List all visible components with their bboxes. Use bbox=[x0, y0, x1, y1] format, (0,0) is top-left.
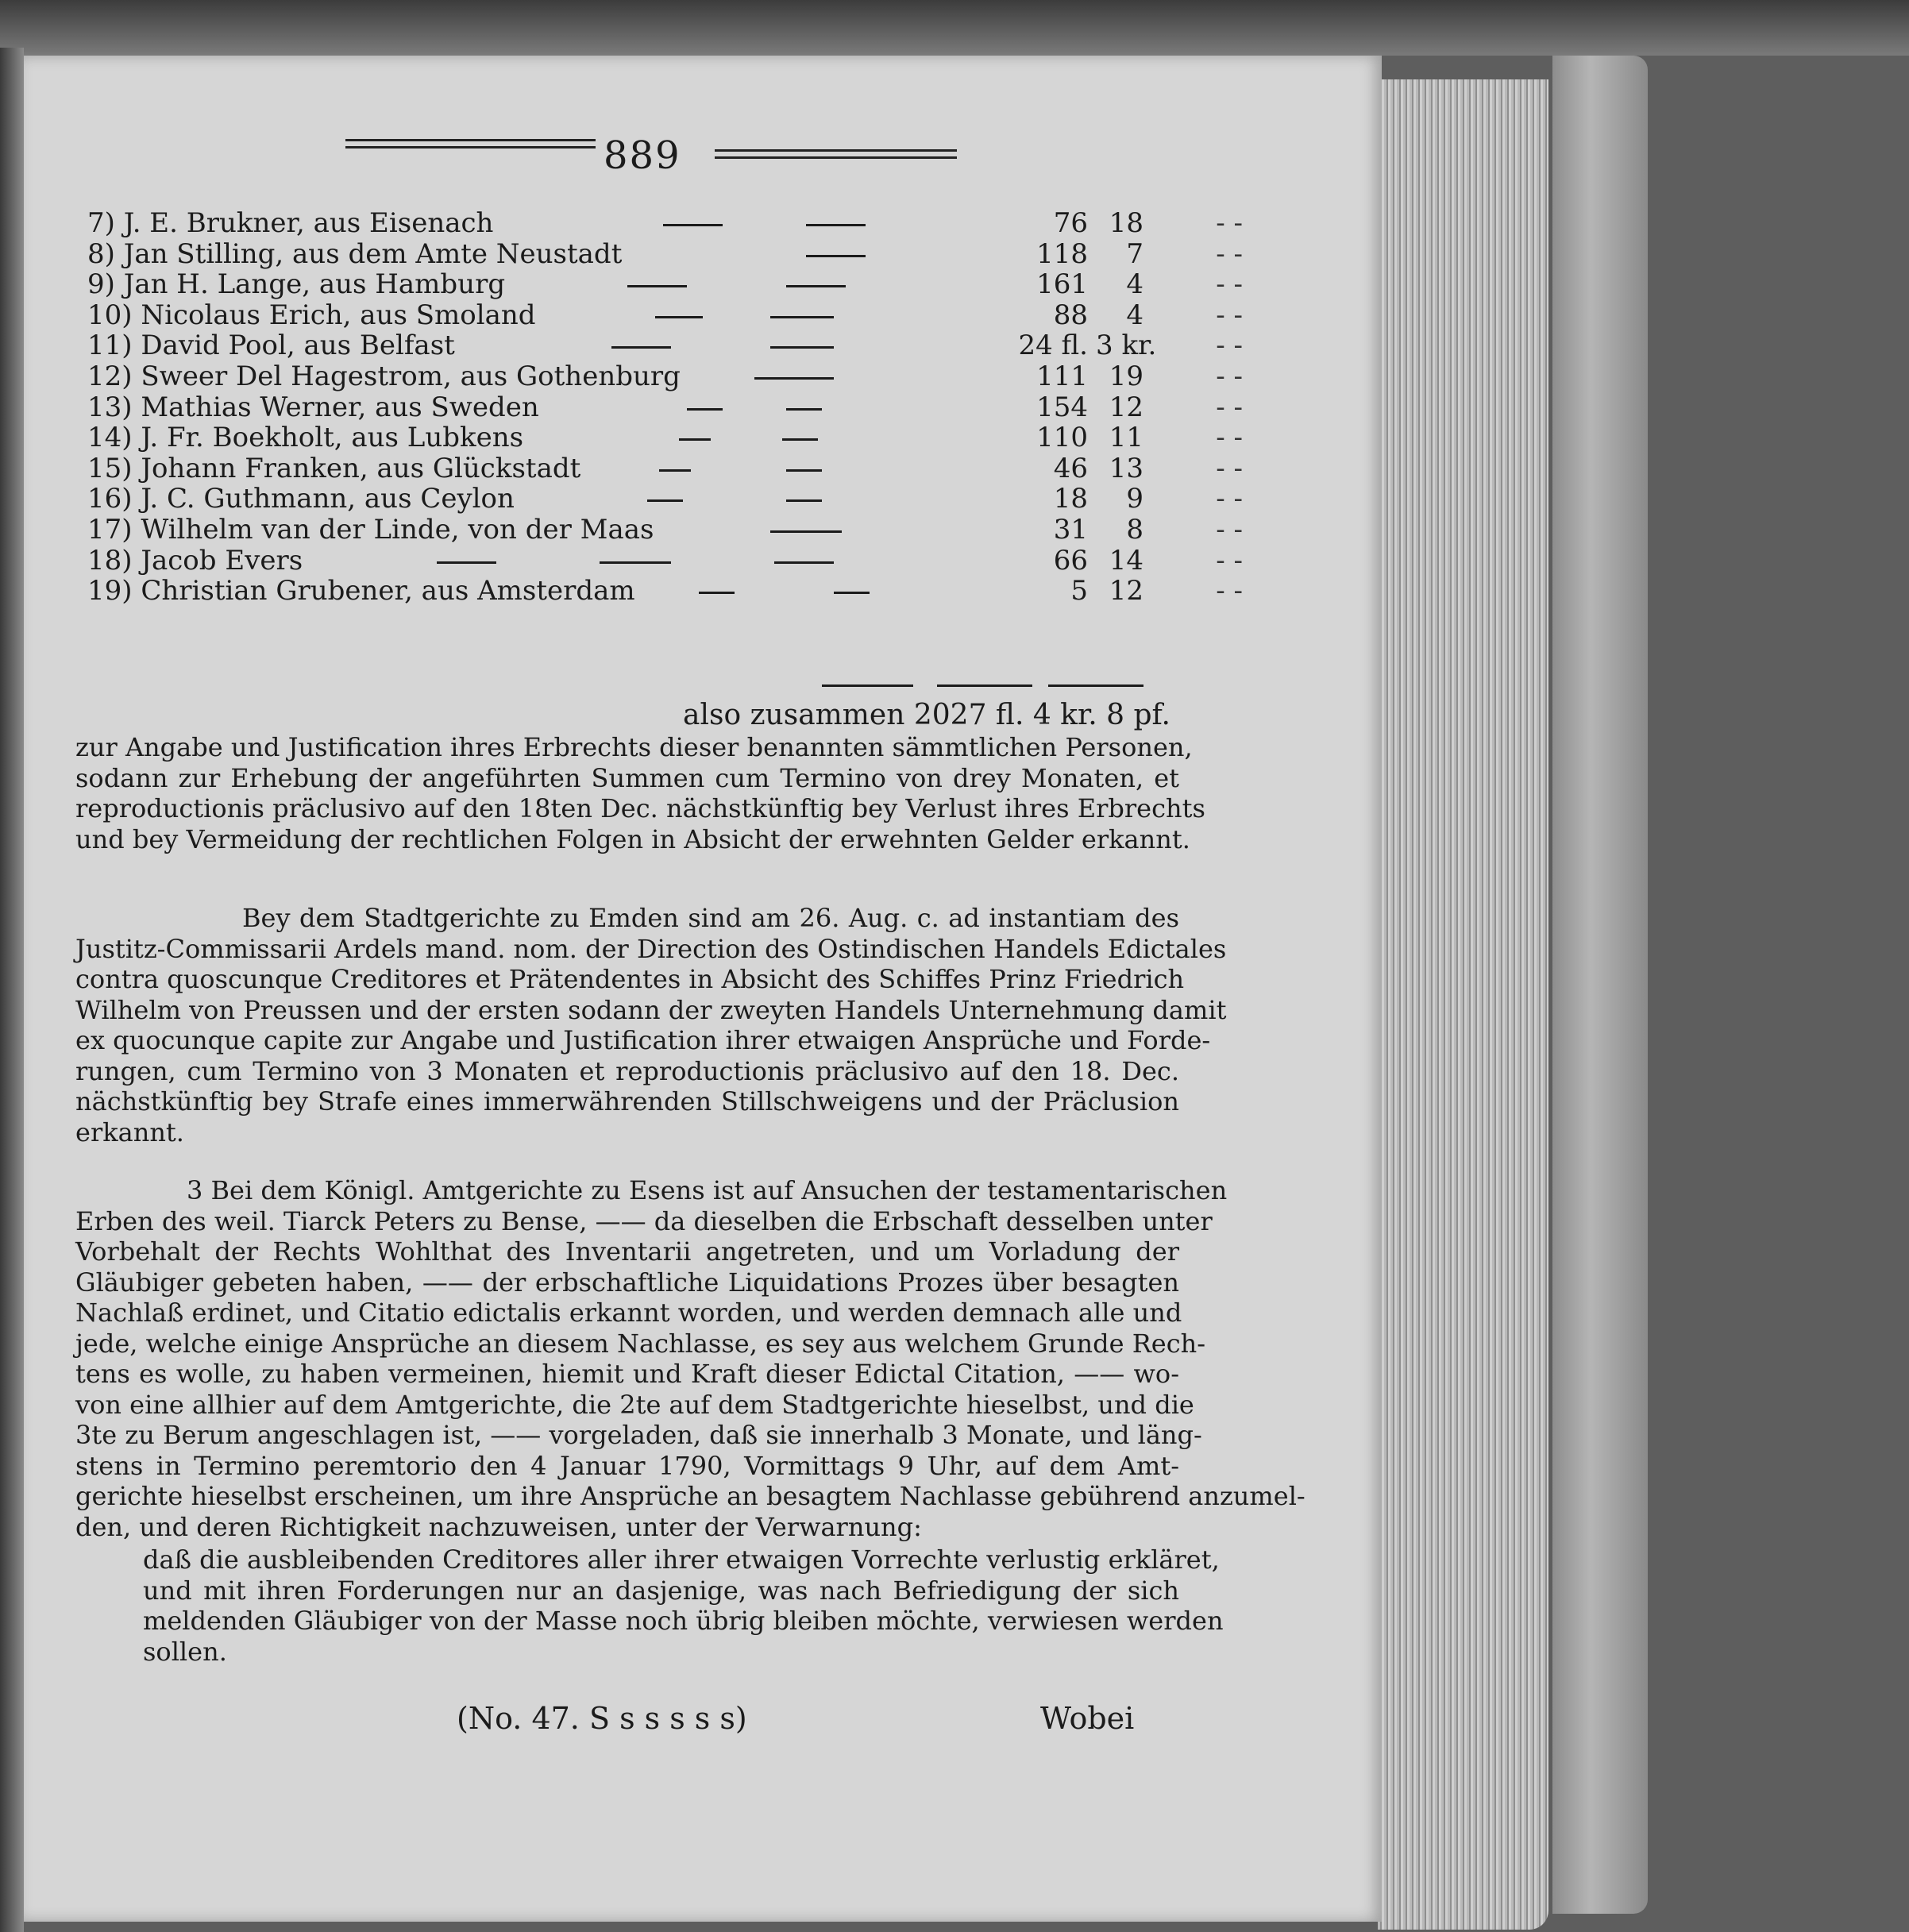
page-stack-edges bbox=[1378, 79, 1548, 1930]
text-line: sollen. bbox=[143, 1636, 227, 1667]
text-line: tens es wolle, zu haben vermeinen, hiemit und Kraft dieser Edictal Citation, —— wo- bbox=[75, 1359, 1179, 1389]
dash bbox=[687, 408, 723, 411]
dash bbox=[754, 377, 834, 380]
text-line: ex quocunque capite zur Angabe und Justification ihrer etwaigen Ansprüche und Forde- bbox=[75, 1025, 1211, 1055]
text-line: und mit ihren Forderungen nur an dasjenige, was nach Befriedigung der sich bbox=[143, 1575, 1179, 1606]
florin-value: 46 bbox=[1053, 452, 1088, 484]
background bbox=[0, 0, 1909, 56]
text-line: 3 Bei dem Königl. Amtgerichte zu Esens ist auf Ansuchen der testamentarischen bbox=[187, 1175, 1228, 1205]
text-line: Justitz-Commissarii Ardels mand. nom. der Direction des Ostindischen Handels Edictales bbox=[75, 933, 1227, 964]
dash bbox=[659, 469, 691, 472]
pfennig-value: - - bbox=[1216, 268, 1243, 301]
pfennig-value: - - bbox=[1216, 422, 1243, 454]
entry-name: 16) J. C. Guthmann, aus Ceylon bbox=[87, 483, 515, 515]
text-line: Bey dem Stadtgerichte zu Emden sind am 26. Aug. c. ad instantiam des bbox=[242, 903, 1179, 933]
dash bbox=[699, 592, 735, 594]
florin-value: 161 bbox=[1036, 268, 1088, 301]
dash bbox=[786, 499, 822, 502]
pfennig-value: - - bbox=[1216, 452, 1243, 484]
sum-rule bbox=[1048, 684, 1143, 687]
kreuzer-value: 19 bbox=[1109, 360, 1143, 392]
paragraph-esens bbox=[75, 1175, 1305, 1542]
dash bbox=[806, 255, 866, 257]
florin-value: 24 fl. bbox=[1018, 330, 1088, 362]
entry-name: 11) David Pool, aus Belfast bbox=[87, 330, 455, 362]
text-line: daß die ausbleibenden Creditores aller ihrer etwaigen Vorrechte verlustig erkläret, bbox=[143, 1544, 1220, 1575]
list-item bbox=[87, 422, 1243, 454]
text-line: erkannt. bbox=[75, 1116, 184, 1147]
dash bbox=[437, 561, 496, 564]
dash bbox=[770, 346, 834, 349]
pfennig-value: - - bbox=[1216, 237, 1243, 270]
kreuzer-value: 7 bbox=[1126, 237, 1143, 270]
kreuzer-value: 4 bbox=[1126, 268, 1143, 301]
pfennig-value: - - bbox=[1216, 544, 1243, 577]
text-line: gerichte hieselbst erscheinen, um ihre Ansprüche an besagtem Nachlasse gebührend anzumel- bbox=[75, 1481, 1305, 1511]
entry-name: 8) Jan Stilling, aus dem Amte Neustadt bbox=[87, 237, 623, 270]
paragraph-emden bbox=[75, 903, 1227, 1147]
kreuzer-value: 4 bbox=[1126, 299, 1143, 331]
text-line: sodann zur Erhebung der angeführten Summen cum Termino von drey Monaten, et bbox=[75, 762, 1179, 793]
dash bbox=[655, 316, 703, 318]
entry-name: 13) Mathias Werner, aus Sweden bbox=[87, 391, 539, 423]
pfennig-value: - - bbox=[1216, 299, 1243, 331]
florin-value: 31 bbox=[1053, 513, 1088, 546]
catchword: Wobei bbox=[1040, 1701, 1135, 1736]
florin-value: 118 bbox=[1036, 237, 1088, 270]
florin-value: 76 bbox=[1053, 207, 1088, 239]
text-line: den, und deren Richtigkeit nachzuweisen, unter der Verwarnung: bbox=[75, 1511, 922, 1542]
dash bbox=[600, 561, 671, 564]
pfennig-value: - - bbox=[1216, 391, 1243, 423]
left-page-edge bbox=[0, 48, 24, 1932]
list-item bbox=[87, 360, 1243, 392]
text-line: reproductionis präclusivo auf den 18ten Dec. nächstkünftig bey Verlust ihres Erbrechts bbox=[75, 793, 1205, 823]
paragraph-warning bbox=[143, 1544, 1224, 1667]
list-item bbox=[87, 575, 1243, 607]
heir-list bbox=[87, 207, 1243, 607]
dash bbox=[770, 316, 834, 318]
dash bbox=[786, 408, 822, 411]
text-line: Vorbehalt der Rechts Wohlthat des Inventarii angetreten, und um Vorladung der bbox=[75, 1236, 1179, 1267]
dash bbox=[679, 438, 711, 441]
florin-value: 111 bbox=[1036, 360, 1088, 392]
entry-name: 12) Sweer Del Hagestrom, aus Gothenburg bbox=[87, 360, 681, 392]
list-item bbox=[87, 452, 1243, 484]
text-line: contra quoscunque Creditores et Prätendentes in Absicht des Schiffes Prinz Friedrich bbox=[75, 964, 1185, 994]
entry-name: 17) Wilhelm van der Linde, von der Maas bbox=[87, 513, 654, 546]
entry-name: 10) Nicolaus Erich, aus Smoland bbox=[87, 299, 536, 331]
entry-name: 7) J. E. Brukner, aus Eisenach bbox=[87, 207, 494, 239]
header-rule-left bbox=[345, 139, 596, 148]
dash bbox=[611, 346, 671, 349]
list-item bbox=[87, 299, 1243, 331]
kreuzer-value: 11 bbox=[1109, 422, 1143, 454]
text-line: 3te zu Berum angeschlagen ist, —— vorgeladen, daß sie innerhalb 3 Monate, und läng- bbox=[75, 1420, 1202, 1450]
kreuzer-value: 12 bbox=[1109, 391, 1143, 423]
list-item bbox=[87, 391, 1243, 423]
text-line: Wilhelm von Preussen und der ersten sodann der zweyten Handels Unternehmung damit bbox=[75, 994, 1227, 1025]
text-line: und bey Vermeidung der rechtlichen Folgen in Absicht der erwehnten Gelder erkannt. bbox=[75, 823, 1190, 854]
text-line: nächstkünftig bey Strafe eines immerwährenden Stillschweigens und der Präclusion bbox=[75, 1086, 1179, 1116]
kreuzer-value: 18 bbox=[1109, 207, 1143, 239]
kreuzer-value: 8 bbox=[1126, 513, 1143, 546]
pfennig-value: - - bbox=[1216, 360, 1243, 392]
list-item bbox=[87, 237, 1243, 270]
dash bbox=[770, 530, 842, 533]
pfennig-value: - - bbox=[1216, 513, 1243, 546]
text-line: Erben des weil. Tiarck Peters zu Bense, —— da dieselben die Erbschaft desselben unter bbox=[75, 1205, 1213, 1236]
florin-value: 154 bbox=[1036, 391, 1088, 423]
list-item bbox=[87, 207, 1243, 239]
entry-name: 19) Christian Grubener, aus Amsterdam bbox=[87, 575, 635, 607]
florin-value: 88 bbox=[1053, 299, 1088, 331]
florin-value: 5 bbox=[1070, 575, 1088, 607]
dash bbox=[782, 438, 818, 441]
pfennig-value: - - bbox=[1216, 330, 1243, 362]
total-sum: also zusammen 2027 fl. 4 kr. 8 pf. bbox=[683, 699, 1171, 731]
dash bbox=[834, 592, 870, 594]
text-line: zur Angabe und Justification ihres Erbrechts dieser benannten sämmtlichen Personen, bbox=[75, 732, 1193, 762]
dash bbox=[786, 285, 846, 287]
florin-value: 18 bbox=[1053, 483, 1088, 515]
text-line: Nachlaß erdinet, und Citatio edictalis erkannt worden, und werden demnach alle und bbox=[75, 1298, 1182, 1328]
text-line: jede, welche einige Ansprüche an diesem Nachlasse, es sey aus welchem Grunde Rech- bbox=[75, 1328, 1206, 1359]
list-item bbox=[87, 483, 1243, 515]
florin-value: 66 bbox=[1053, 544, 1088, 577]
kreuzer-value: 14 bbox=[1109, 544, 1143, 577]
entry-name: 18) Jacob Evers bbox=[87, 544, 303, 577]
kreuzer-value: 3 kr. bbox=[1096, 330, 1157, 362]
paragraph-justification bbox=[75, 732, 1205, 854]
dash bbox=[786, 469, 822, 472]
text-line: meldenden Gläubiger von der Masse noch übrig bleiben möchte, verwiesen werden bbox=[143, 1606, 1224, 1636]
dash bbox=[647, 499, 683, 502]
sum-rule bbox=[937, 684, 1032, 687]
pfennig-value: - - bbox=[1216, 483, 1243, 515]
dash bbox=[774, 561, 834, 564]
pfennig-value: - - bbox=[1216, 207, 1243, 239]
signature-mark: (No. 47. S s s s s s) bbox=[457, 1701, 747, 1736]
text-line: Gläubiger gebeten haben, —— der erbschaftliche Liquidations Prozes über besagten bbox=[75, 1267, 1179, 1298]
kreuzer-value: 13 bbox=[1109, 452, 1143, 484]
page-number: 889 bbox=[604, 133, 681, 178]
pfennig-value: - - bbox=[1216, 575, 1243, 607]
sum-rule bbox=[822, 684, 913, 687]
kreuzer-value: 12 bbox=[1109, 575, 1143, 607]
entry-name: 14) J. Fr. Boekholt, aus Lubkens bbox=[87, 422, 524, 454]
text-line: rungen, cum Termino von 3 Monaten et reproductionis präclusivo auf den 18. Dec. bbox=[75, 1055, 1179, 1086]
header-rule-right bbox=[715, 149, 957, 159]
list-item bbox=[87, 268, 1243, 301]
dash bbox=[627, 285, 687, 287]
dash bbox=[663, 224, 723, 226]
list-item bbox=[87, 513, 1243, 546]
kreuzer-value: 9 bbox=[1126, 483, 1143, 515]
text-line: von eine allhier auf dem Amtgerichte, die 2te auf dem Stadtgerichte hieselbst, und die bbox=[75, 1389, 1194, 1420]
book-cover-edge bbox=[1552, 56, 1648, 1914]
list-item bbox=[87, 544, 1243, 577]
text-line: stens in Termino peremtorio den 4 Januar 1790, Vormittags 9 Uhr, auf dem Amt- bbox=[75, 1450, 1179, 1481]
dash bbox=[806, 224, 866, 226]
florin-value: 110 bbox=[1036, 422, 1088, 454]
entry-name: 15) Johann Franken, aus Glückstadt bbox=[87, 452, 581, 484]
entry-name: 9) Jan H. Lange, aus Hamburg bbox=[87, 268, 506, 301]
list-item bbox=[87, 330, 1243, 362]
